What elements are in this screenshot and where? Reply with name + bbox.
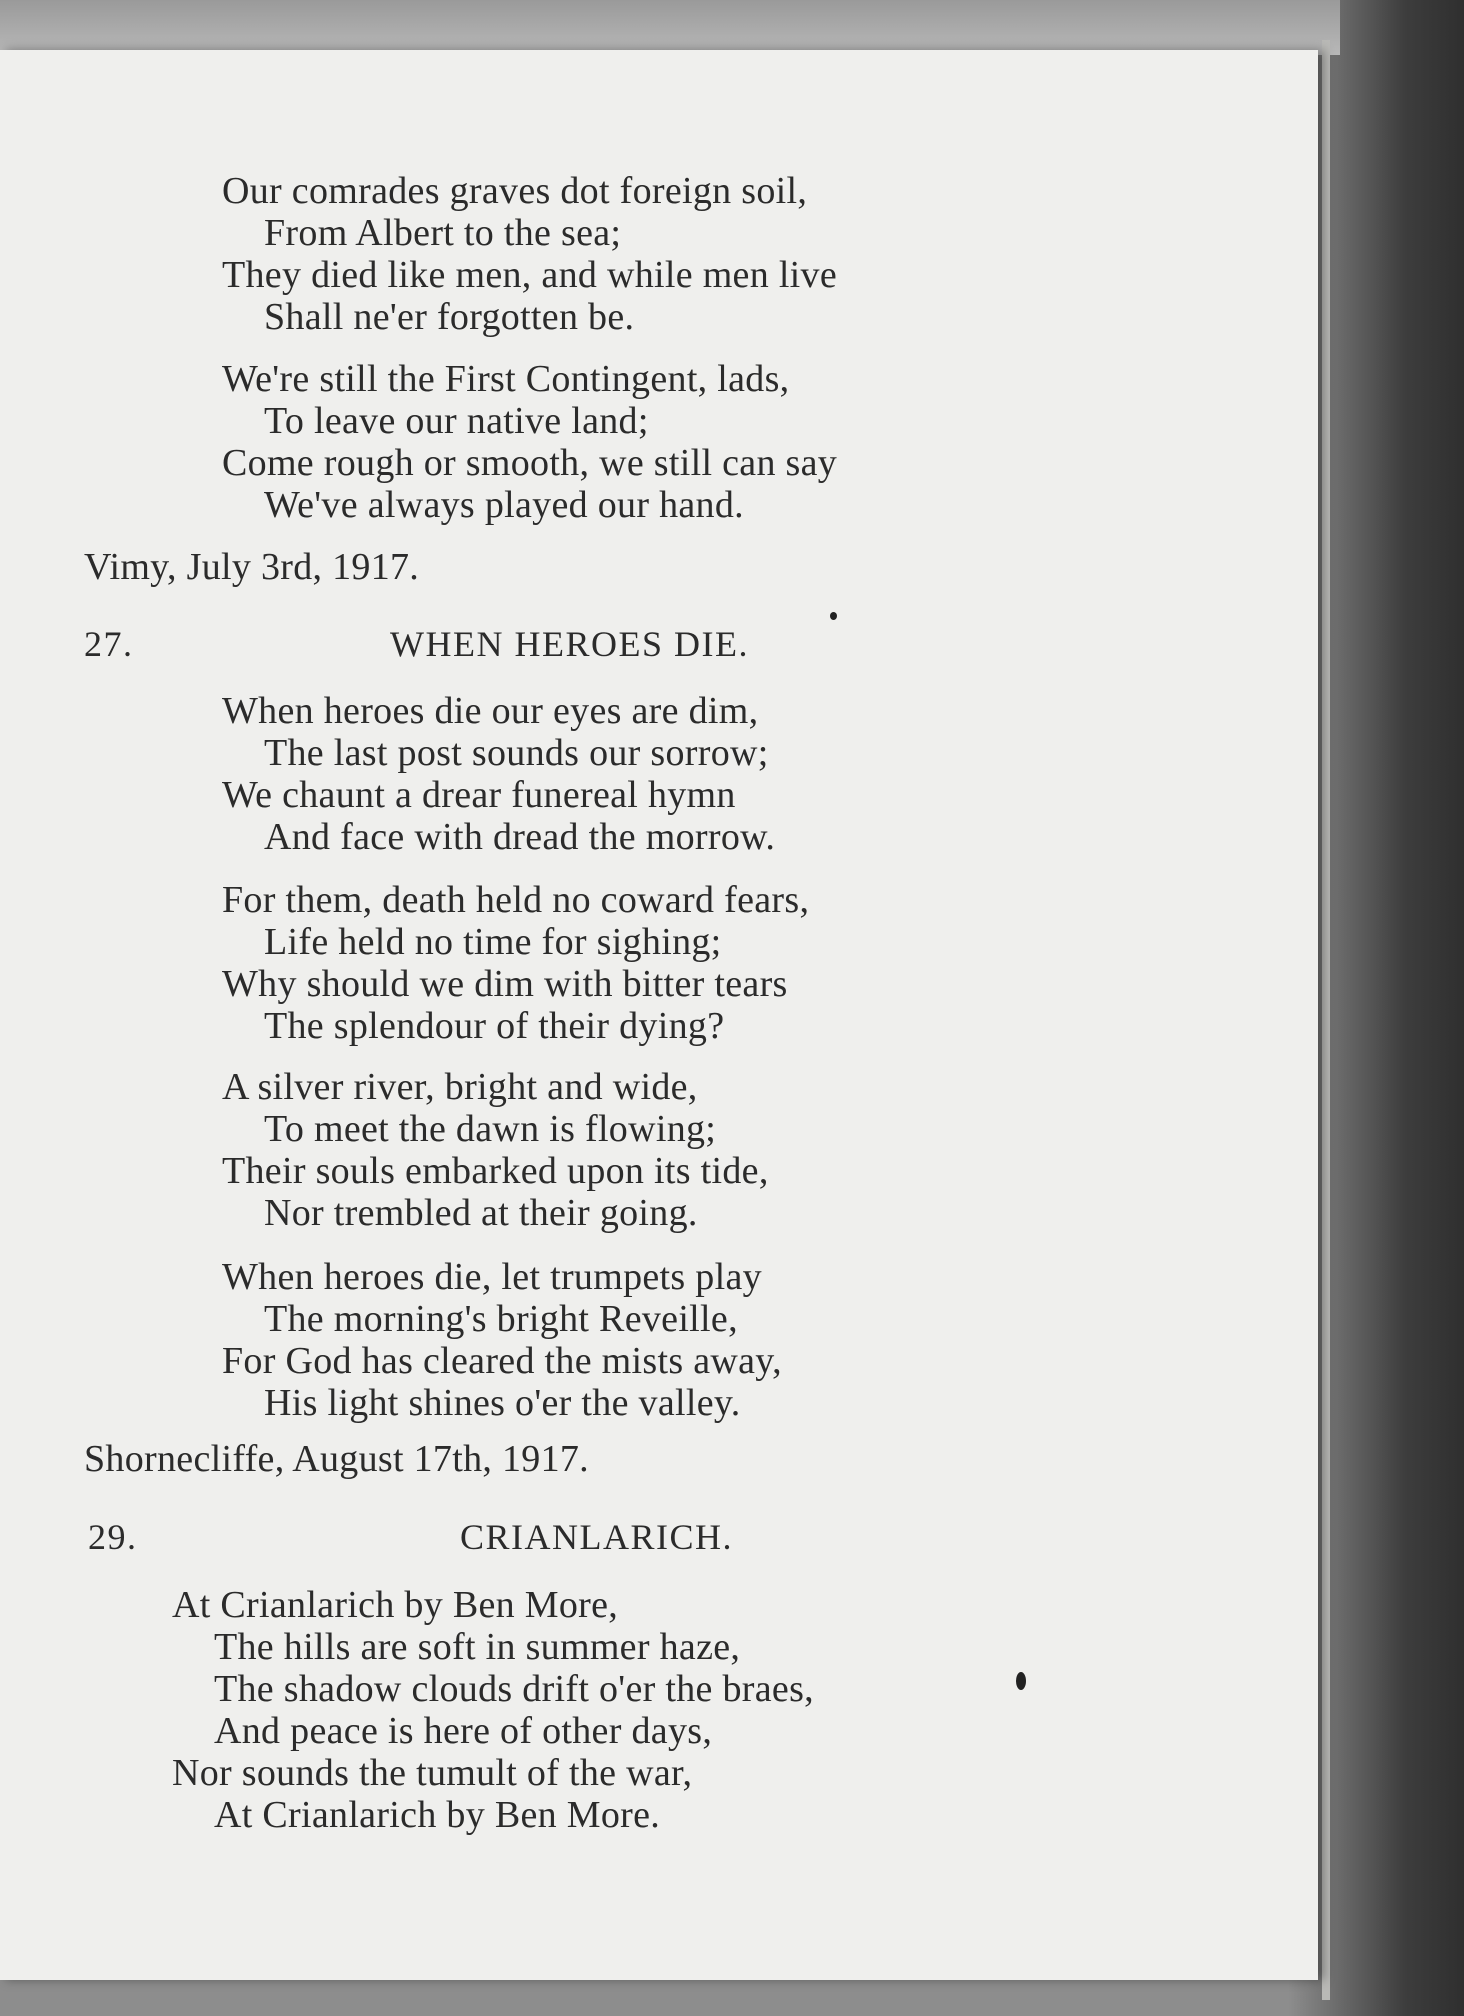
poem-line: Nor trembled at their going. [264, 1192, 698, 1234]
poem-signoff: Shornecliffe, August 17th, 1917. [84, 1438, 589, 1480]
poem-line: We're still the First Contingent, lads, [222, 358, 790, 400]
poem-line: Why should we dim with bitter tears [222, 963, 788, 1005]
poem-line: Shall ne'er forgotten be. [264, 296, 635, 338]
poem-line: Their souls embarked upon its tide, [222, 1150, 769, 1192]
poem-stanza-4 [222, 1256, 782, 1424]
poem-line: Come rough or smooth, we still can say [222, 442, 838, 484]
poem-line: When heroes die our eyes are dim, [222, 690, 759, 732]
poem-line: The splendour of their dying? [264, 1005, 725, 1047]
poem-line: To meet the dawn is flowing; [264, 1108, 717, 1150]
scan-top-edge [0, 0, 1340, 55]
poem-number: 29. [88, 1517, 138, 1557]
poem-line: From Albert to the sea; [264, 212, 622, 254]
poem-line: At Crianlarich by Ben More, [172, 1584, 619, 1626]
poem-line: When heroes die, let trumpets play [222, 1256, 762, 1298]
poem-line: His light shines o'er the valley. [264, 1382, 741, 1424]
poem-line: They died like men, and while men live [222, 254, 838, 296]
poem-line: The hills are soft in summer haze, [214, 1626, 741, 1668]
poem-line: Life held no time for sighing; [264, 921, 722, 963]
poem-end-stanza-2 [222, 358, 837, 526]
poem-line: And face with dread the morrow. [264, 816, 776, 858]
poem-line: We chaunt a drear funereal hymn [222, 774, 736, 816]
ink-speck [830, 612, 837, 620]
poem-line: The morning's bright Reveille, [264, 1298, 738, 1340]
page-edge [1322, 40, 1330, 2000]
poem-line: The last post sounds our sorrow; [264, 732, 769, 774]
poem-stanza-1 [172, 1584, 814, 1836]
poem-stanza-2 [222, 879, 809, 1047]
poem-line: At Crianlarich by Ben More. [214, 1794, 661, 1836]
poem-line: Nor sounds the tumult of the war, [172, 1752, 693, 1794]
poem-line: We've always played our hand. [264, 484, 744, 526]
ink-speck [1016, 1672, 1026, 1690]
poem-line: A silver river, bright and wide, [222, 1066, 698, 1108]
poem-line: For them, death held no coward fears, [222, 879, 810, 921]
poem-signoff: Vimy, July 3rd, 1917. [84, 546, 420, 588]
poem-stanza-1 [222, 690, 775, 858]
poem-number: 27. [84, 624, 134, 664]
poem-line: To leave our native land; [264, 400, 649, 442]
poem-line: The shadow clouds drift o'er the braes, [214, 1668, 814, 1710]
poem-line: And peace is here of other days, [214, 1710, 713, 1752]
poem-title: CRIANLARICH. [460, 1517, 734, 1557]
poem-line: For God has cleared the mists away, [222, 1340, 782, 1382]
poem-end-stanza-1 [222, 170, 837, 338]
poem-stanza-3 [222, 1066, 769, 1234]
poem-title: WHEN HEROES DIE. [390, 624, 749, 664]
poem-line: Our comrades graves dot foreign soil, [222, 170, 808, 212]
